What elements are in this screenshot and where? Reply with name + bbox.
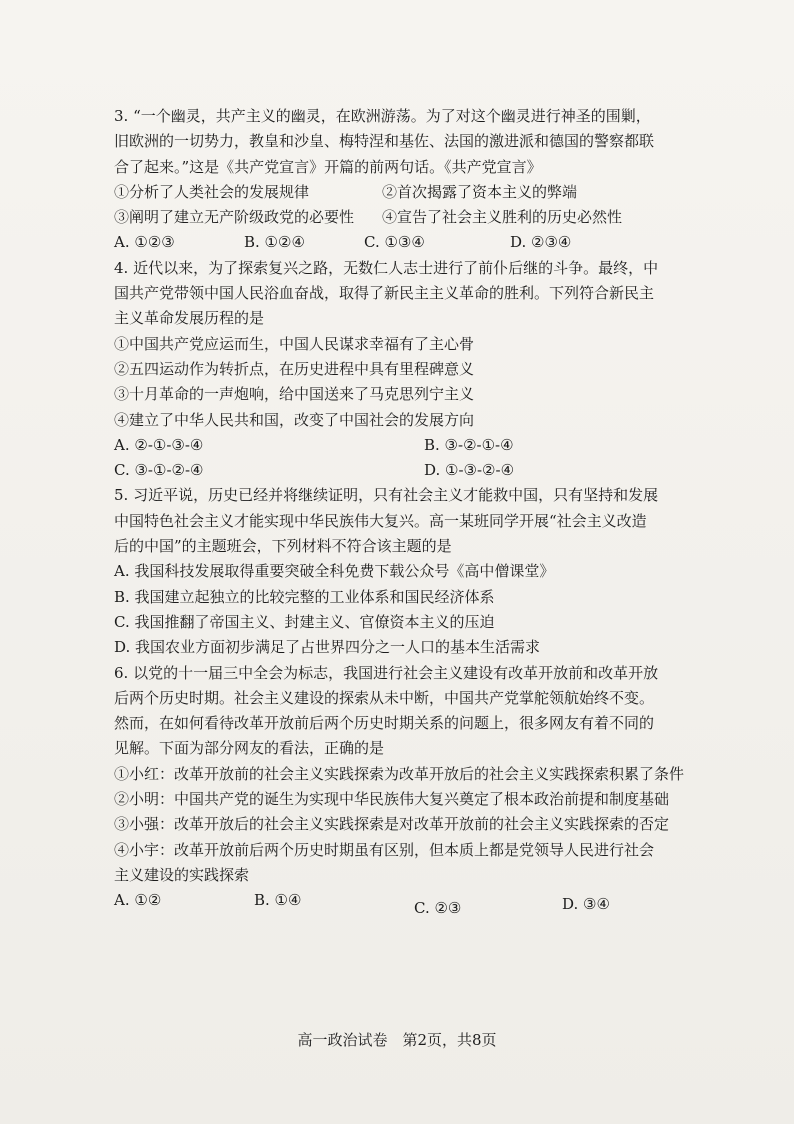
question-5-line-3: 后的中国”的主题班会，下列材料不符合该主题的是 — [114, 537, 452, 556]
question-3-statement-4: ④宣告了社会主义胜利的历史必然性 — [382, 208, 623, 227]
question-6-option-c: C. ②③ — [414, 899, 462, 918]
question-4-option-c: C. ③-①-②-④ — [114, 461, 204, 480]
question-6-option-b: B. ①④ — [254, 891, 302, 910]
question-3 — [114, 106, 694, 252]
question-6-option-d: D. ③④ — [562, 895, 610, 914]
page-footer: 高一政治试卷 第2页，共8页 — [297, 1031, 497, 1049]
question-3-line-3: 合了起来。”这是《共产党宣言》开篇的前两句话。《共产党宣言》 — [114, 157, 542, 176]
question-5 — [114, 485, 694, 657]
question-6-line-2: 后两个历史时期。社会主义建设的探索从未中断，中国共产党掌舵领航始终不变。 — [114, 688, 655, 707]
question-6-options — [114, 890, 694, 918]
question-4-option-b: B. ③-②-①-④ — [424, 435, 514, 454]
question-3-statements-row-1 — [114, 182, 694, 202]
question-3-statements-row-2 — [114, 207, 694, 227]
question-6-statement-4-cont: 主义建设的实践探索 — [114, 865, 250, 884]
question-3-statement-3: ③阐明了建立无产阶级政党的必要性 — [114, 208, 355, 227]
question-4-option-d: D. ①-③-②-④ — [424, 461, 515, 480]
question-3-line-1: 3. “一个幽灵，共产主义的幽灵，在欧洲游荡。为了对这个幽灵进行神圣的围剿， — [114, 107, 651, 125]
question-4 — [114, 258, 694, 480]
question-6 — [114, 663, 694, 918]
question-5-line-2: 中国特色社会主义才能实现中华民族伟大复兴。高一某班同学开展“社会主义改造 — [114, 511, 647, 530]
questions — [114, 106, 694, 916]
question-6-line-4: 见解。下面为部分网友的看法，正确的是 — [114, 739, 385, 758]
question-3-option-c: C. ①③④ — [364, 233, 425, 252]
question-4-statement-3: ③十月革命的一声炮响，给中国送来了马克思列宁主义 — [114, 385, 475, 404]
question-6-line-3: 然而，在如何看待改革开放前后两个历史时期关系的问题上，很多网友有着不同的 — [114, 714, 655, 733]
question-4-line-1: 4. 近代以来，为了探索复兴之路，无数仁人志士进行了前仆后继的斗争。最终，中 — [114, 258, 659, 277]
question-4-line-3: 主义革命发展历程的是 — [114, 309, 265, 328]
question-4-option-a: A. ②-①-③-④ — [114, 435, 204, 454]
question-5-option-d: D. 我国农业方面初步满足了占世界四分之一人口的基本生活需求 — [114, 638, 541, 657]
question-3-option-b: B. ①②④ — [244, 233, 305, 252]
question-5-option-a: A. 我国科技发展取得重要突破全科免费下载公众号《高中僧课堂》 — [114, 562, 555, 581]
question-5-option-c: C. 我国推翻了帝国主义、封建主义、官僚资本主义的压迫 — [114, 612, 495, 631]
question-3-options — [114, 232, 694, 252]
question-3-option-d: D. ②③④ — [510, 233, 572, 252]
question-3-statement-2: ②首次揭露了资本主义的弊端 — [382, 182, 578, 201]
question-4-options-row-1 — [114, 435, 694, 455]
question-5-option-b: B. 我国建立起独立的比较完整的工业体系和国民经济体系 — [114, 587, 495, 606]
question-6-statement-3: ③小强：改革开放后的社会主义实践探索是对改革开放前的社会主义实践探索的否定 — [114, 815, 670, 834]
question-3-statement-1: ①分析了人类社会的发展规律 — [114, 182, 310, 201]
question-3-line-2: 旧欧洲的一切势力，教皇和沙皇、梅特涅和基佐、法国的激进派和德国的警察都联 — [114, 132, 655, 151]
question-4-statement-1: ①中国共产党应运而生，中国人民谋求幸福有了主心骨 — [114, 334, 475, 353]
question-5-line-1: 5. 习近平说，历史已经并将继续证明，只有社会主义才能救中国，只有坚持和发展 — [114, 486, 659, 505]
question-6-statement-4: ④小宇：改革开放前后两个历史时期虽有区别，但本质上都是党领导人民进行社会 — [114, 840, 655, 859]
question-6-statement-2: ②小明：中国共产党的诞生为实现中华民族伟大复兴奠定了根本政治前提和制度基础 — [114, 790, 670, 809]
question-4-statement-2: ②五四运动作为转折点，在历史进程中具有里程碑意义 — [114, 359, 475, 378]
question-4-options-row-2 — [114, 460, 694, 480]
question-6-statement-1: ①小红：改革开放前的社会主义实践探索为改革开放后的社会主义实践探索积累了条件 — [114, 764, 685, 783]
question-6-option-a: A. ①② — [114, 891, 162, 910]
question-3-option-a: A. ①②③ — [114, 233, 175, 252]
question-4-line-2: 国共产党带领中国人民浴血奋战，取得了新民主主义革命的胜利。下列符合新民主 — [114, 284, 655, 303]
question-4-statement-4: ④建立了中华人民共和国，改变了中国社会的发展方向 — [114, 410, 475, 429]
question-6-line-1: 6. 以党的十一届三中全会为标志，我国进行社会主义建设有改革开放前和改革开放 — [114, 663, 659, 682]
